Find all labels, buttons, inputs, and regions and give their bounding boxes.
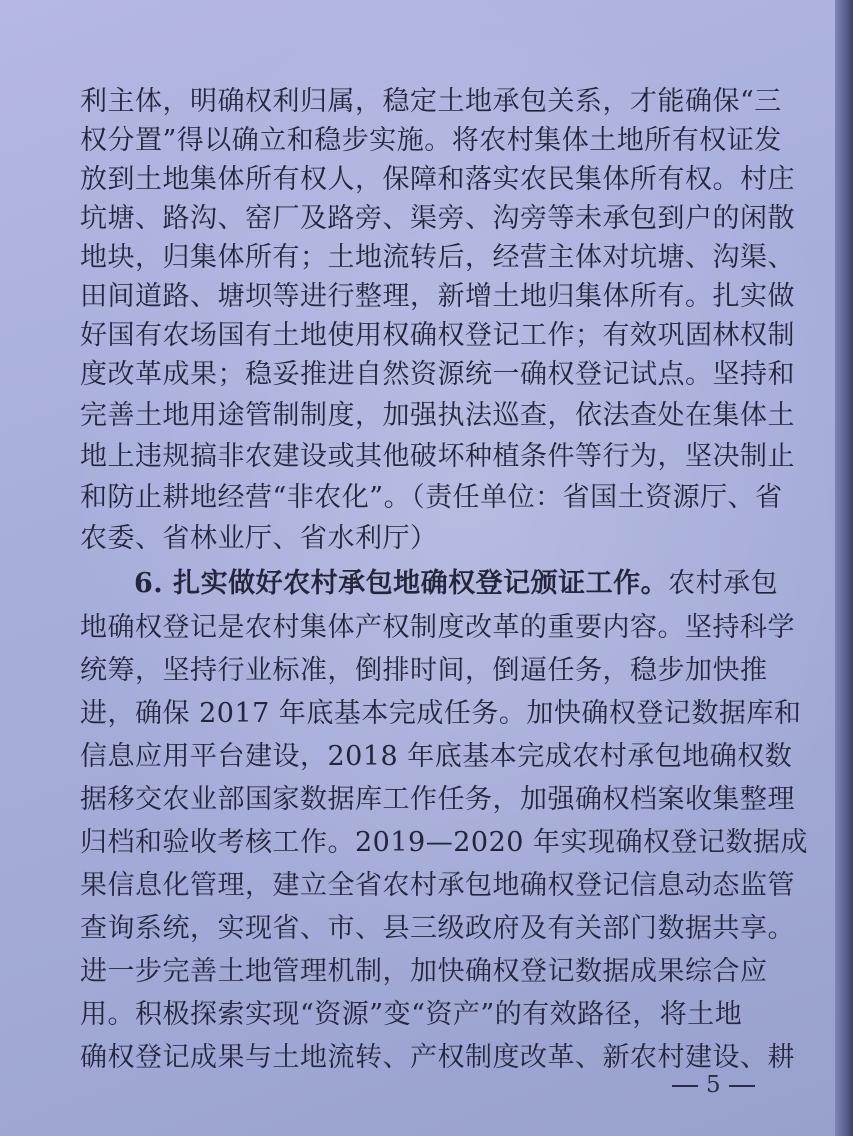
body-text-line: 完善土地用途管制制度，加强执法巡查，依法查处在集体土 xyxy=(80,400,795,431)
section-text-line: 信息应用平台建设，2018 年底基本完成农村承包地确权数 xyxy=(80,741,793,772)
page-edge-shadow xyxy=(835,0,853,1136)
body-text-line: 坑塘、路沟、窑厂及路旁、渠旁、沟旁等未承包到户的闲散 xyxy=(80,203,795,234)
body-text-line: 田间道路、塘坝等进行整理，新增土地归集体所有。扎实做 xyxy=(80,281,795,312)
body-text-line: 农委、省林业厅、省水利厅） xyxy=(80,523,438,554)
section-text-line: 进，确保 2017 年底基本完成任务。加快确权登记数据库和 xyxy=(80,698,802,729)
section-text-line: 用。积极探索实现“资源”变“资产”的有效路径，将土地 xyxy=(80,999,743,1030)
section-heading-rest: 农村承包 xyxy=(668,568,779,599)
section-text-line: 统筹，坚持行业标准，倒排时间，倒逼任务，稳步加快推 xyxy=(80,655,768,686)
body-text-line: 权分置”得以确立和稳步实施。将农村集体土地所有权证发 xyxy=(80,125,782,156)
body-text-line: 度改革成果；稳妥推进自然资源统一确权登记试点。坚持和 xyxy=(80,359,795,390)
body-text-line: 好国有农场国有土地使用权确权登记工作；有效巩固林权制 xyxy=(80,320,795,351)
body-text-line: 放到土地集体所有权人，保障和落实农民集体所有权。村庄 xyxy=(80,164,795,195)
section-text-line: 归档和验收考核工作。2019—2020 年实现确权登记数据成 xyxy=(80,827,809,858)
section-heading: 6. 扎实做好农村承包地确权登记颁证工作。 xyxy=(134,568,669,599)
page-number xyxy=(664,1072,763,1098)
section-text-line: 查询系统，实现省、市、县三级政府及有关部门数据共享。 xyxy=(80,913,795,944)
body-text-line: 利主体，明确权利归属，稳定土地承包关系，才能确保“三 xyxy=(80,86,782,117)
body-text-line: 地上违规搞非农建设或其他破坏种植条件等行为，坚决制止 xyxy=(80,441,795,472)
body-text-line: 和防止耕地经营“非农化”。（责任单位：省国土资源厅、省 xyxy=(80,482,783,513)
section-text-line: 果信息化管理，建立全省农村承包地确权登记信息动态监管 xyxy=(80,870,795,901)
section-text-line: 据移交农业部国家数据库工作任务，加强确权档案收集整理 xyxy=(80,784,795,815)
section-heading-line xyxy=(134,566,778,602)
dash-left xyxy=(672,1085,698,1087)
section-text-line: 进一步完善土地管理机制，加快确权登记数据成果综合应 xyxy=(80,956,768,987)
section-text-line: 确权登记成果与土地流转、产权制度改革、新农村建设、耕 xyxy=(80,1042,795,1073)
section-text-line: 地确权登记是农村集体产权制度改革的重要内容。坚持科学 xyxy=(80,612,795,643)
dash-right xyxy=(729,1085,755,1087)
page-number-value: 5 xyxy=(706,1072,721,1098)
body-text-line: 地块，归集体所有；土地流转后，经营主体对坑塘、沟渠、 xyxy=(80,242,795,273)
